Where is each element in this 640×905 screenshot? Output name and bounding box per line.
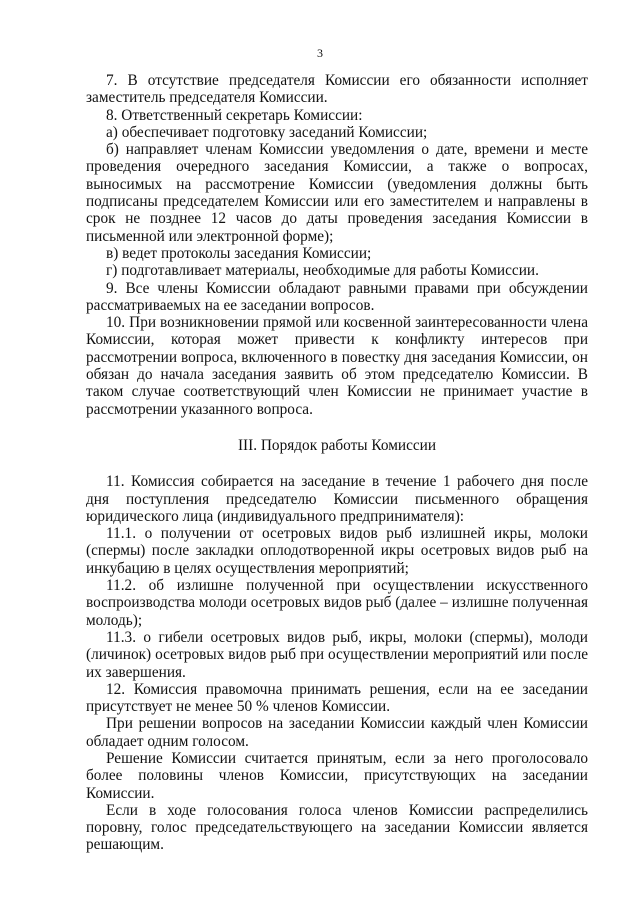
paragraph-7: 7. В отсутствие председателя Комиссии его обязанности исполняет заместитель председателя Комиссии.	[86, 72, 588, 107]
paragraph-8b: б) направляет членам Комиссии уведомления о дате, времени и месте проведения очередного заседания Комиссии, а также о вопросах, выносимых на рассмотрение Комиссии (уведомления должны быть подписаны председателем Комиссии или его заместителем и направлены в срок не позднее 12 часов до даты проведения заседания Комиссии в письменной или электронной форме);	[86, 141, 588, 245]
paragraph-11: 11. Комиссия собирается на заседание в течение 1 рабочего дня после дня поступления председателю Комиссии письменного обращения юридического лица (индивидуального предпринимателя):	[86, 473, 588, 525]
paragraph-12-decision: Решение Комиссии считается принятым, если за него проголосовало более половины членов Комиссии, присутствующих на заседании Комиссии.	[86, 749, 588, 802]
page-number: 3	[317, 46, 323, 60]
paragraph-11-2: 11.2. об излишне полученной при осуществлении искусственного воспроизводства молоди осетровых видов рыб (далее – излишне полученная молодь);	[86, 577, 588, 629]
paragraph-12-voting: При решении вопросов на заседании Комиссии каждый член Комиссии обладает одним голосом.	[86, 715, 588, 750]
paragraph-8a: а) обеспечивает подготовку заседаний Комиссии;	[106, 123, 428, 141]
paragraph-8: 8. Ответственный секретарь Комиссии:	[106, 106, 363, 124]
paragraph-8v: в) ведет протоколы заседания Комиссии;	[106, 244, 372, 262]
paragraph-12-tie: Если в ходе голосования голоса членов Комиссии распределились поровну, голос председательствующего на заседании Комиссии является решающим.	[86, 801, 588, 854]
paragraph-10: 10. При возникновении прямой или косвенной заинтересованности члена Комиссии, которая может привести к конфликту интересов при рассмотрении вопроса, включенного в повестку дня заседания Комиссии, он обязан до начала заседания заявить об этом председателю Комиссии. В таком случае соответствующий член Комиссии не принимает участие в рассмотрении указанного вопроса.	[86, 314, 588, 418]
paragraph-12: 12. Комиссия правомочна принимать решения, если на ее заседании присутствует не менее 50 % членов Комиссии.	[86, 680, 588, 716]
paragraph-9: 9. Все члены Комиссии обладают равными правами при обсуждении рассматриваемых на ее заседании вопросов.	[86, 279, 588, 314]
document-body	[86, 72, 588, 854]
paragraph-11-3: 11.3. о гибели осетровых видов рыб, икры, молоки (спермы), молоди (личинок) осетровых видов рыб при осуществлении мероприятий или после их завершения.	[86, 628, 588, 681]
paragraph-8g: г) подготавливает материалы, необходимые для работы Комиссии.	[106, 262, 539, 280]
paragraph-11-1: 11.1. о получении от осетровых видов рыб излишней икры, молоки (спермы) после закладки оплодотворенной икры осетровых видов рыб на инкубацию в целях осуществления мероприятий;	[86, 525, 588, 577]
section-heading: III. Порядок работы Комиссии	[237, 436, 437, 454]
